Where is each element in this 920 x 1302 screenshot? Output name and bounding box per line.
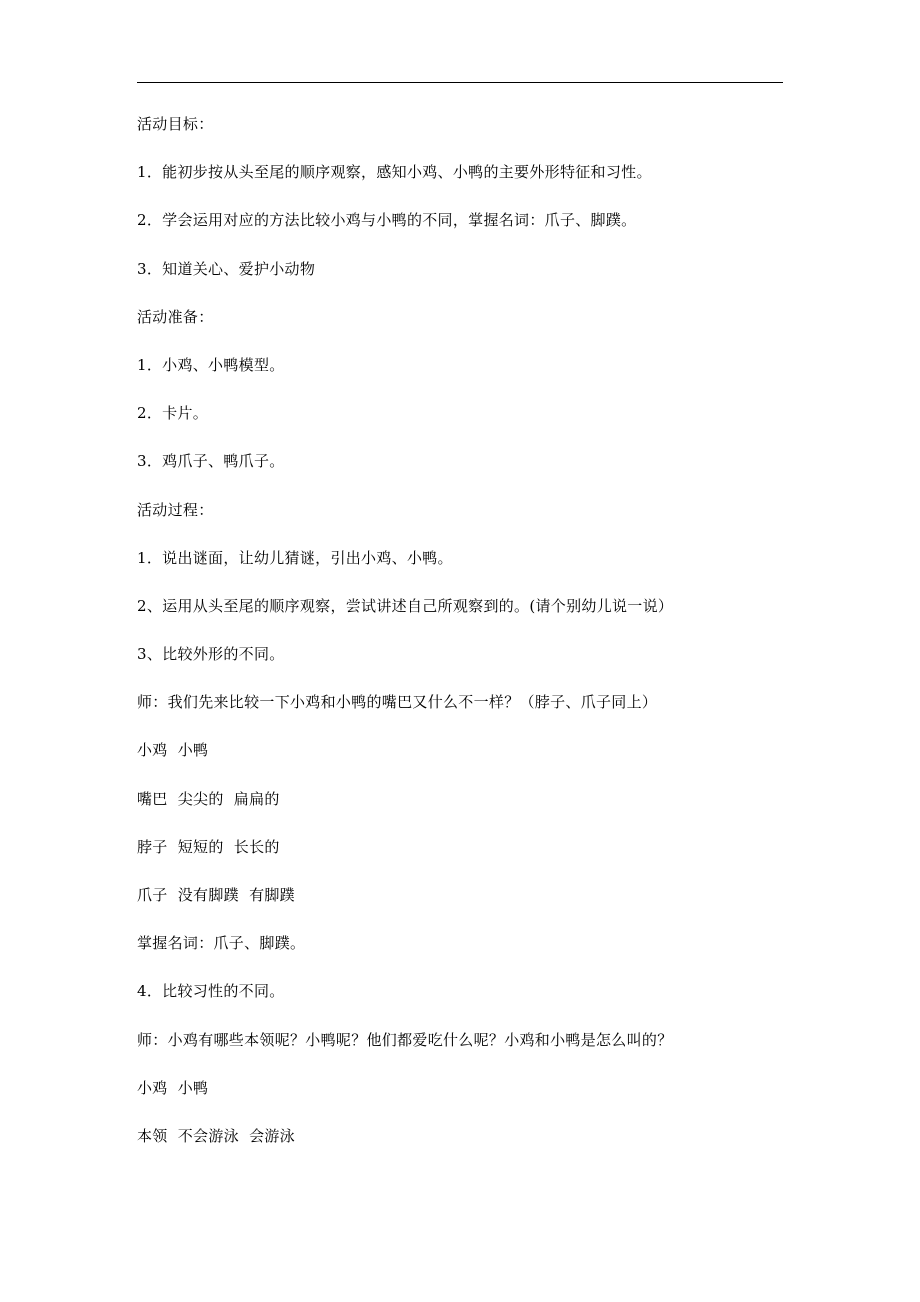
section-heading-process: 活动过程： xyxy=(137,500,214,519)
comparison-line: 小鸡 小鸭 xyxy=(137,741,209,760)
text-line: 掌握名词：爪子、脚蹼。 xyxy=(137,934,306,953)
header-rule xyxy=(137,82,783,83)
text-line: 师：小鸡有哪些本领呢？小鸭呢？他们都爱吃什么呢？小鸡和小鸭是怎么叫的？ xyxy=(137,1030,673,1049)
text-line: 2、运用从头至尾的顺序观察，尝试讲述自己所观察到的。(请个别幼儿说一说） xyxy=(137,596,674,615)
text-line: 师：我们先来比较一下小鸡和小鸭的嘴巴又什么不一样？（脖子、爪子同上） xyxy=(137,693,658,712)
comparison-line: 脖子 短短的 长长的 xyxy=(137,837,280,856)
document-body xyxy=(137,108,783,1168)
text-line: 1．小鸡、小鸭模型。 xyxy=(137,355,285,374)
comparison-line: 爪子 没有脚蹼 有脚蹼 xyxy=(137,886,295,904)
text-line: 2．学会运用对应的方法比较小鸡与小鸭的不同，掌握名词：爪子、脚蹼。 xyxy=(137,211,637,230)
comparison-line: 小鸡 小鸭 xyxy=(137,1078,209,1097)
text-line: 3．鸡爪子、鸭爪子。 xyxy=(137,452,285,471)
comparison-line: 本领 不会游泳 会游泳 xyxy=(137,1126,295,1145)
section-heading-goals: 活动目标： xyxy=(137,115,214,133)
text-line: 2．卡片。 xyxy=(137,404,209,423)
text-line: 4．比较习性的不同。 xyxy=(137,982,285,1001)
text-line: 1．能初步按从头至尾的顺序观察，感知小鸡、小鸭的主要外形特征和习性。 xyxy=(137,163,652,182)
text-line: 3、比较外形的不同。 xyxy=(137,645,285,664)
text-line: 1．说出谜面，让幼儿猜谜，引出小鸡、小鸭。 xyxy=(137,548,453,567)
text-line: 3．知道关心、爱护小动物 xyxy=(137,259,316,278)
section-heading-preparation: 活动准备： xyxy=(137,307,214,326)
comparison-line: 嘴巴 尖尖的 扁扁的 xyxy=(137,789,280,808)
